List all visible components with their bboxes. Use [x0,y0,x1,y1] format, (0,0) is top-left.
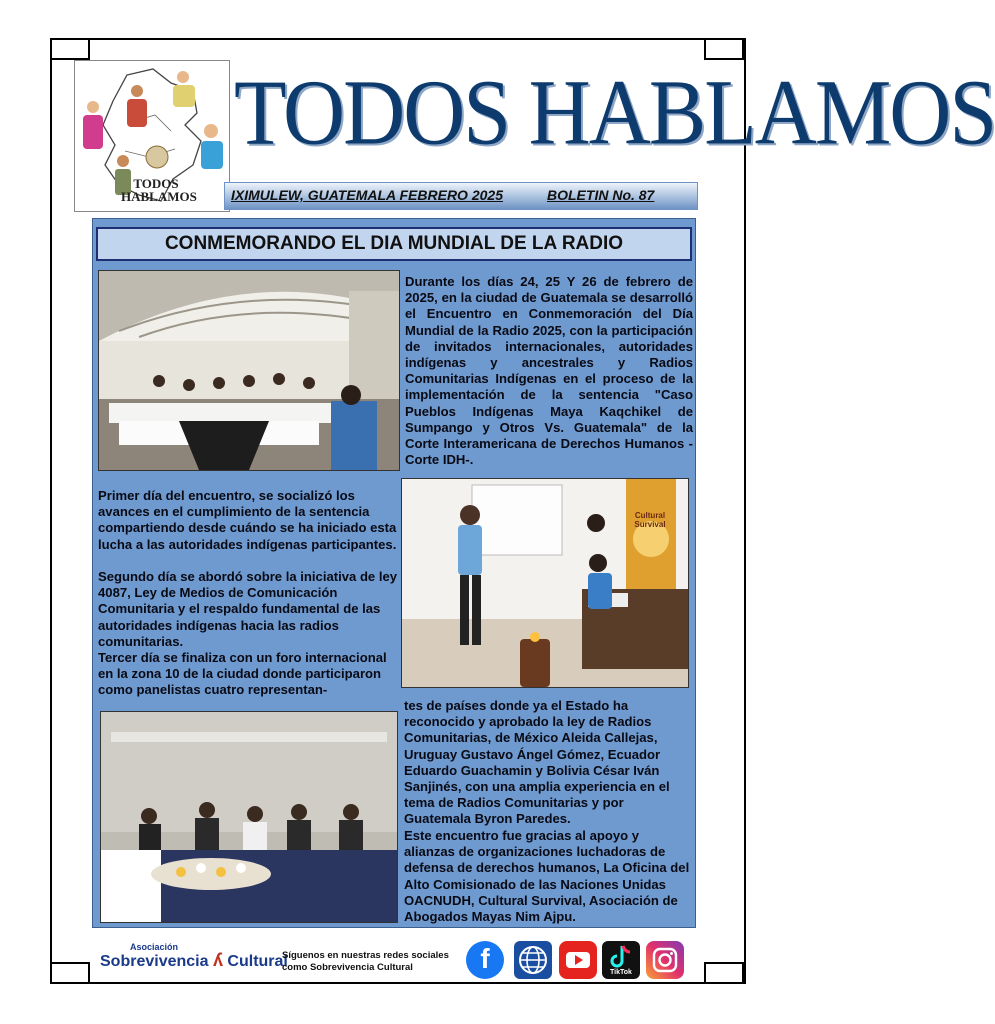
masthead [234,60,995,178]
corner-ornament [704,38,744,60]
photo-panel-discussion [100,711,398,923]
newsletter-title: TODOS HABLAMOS [234,60,995,164]
dateline-bar [224,182,698,210]
web-icon[interactable] [514,941,552,979]
org-name-part-1: Sobrevivencia [100,953,209,970]
article-paragraph-6: Este encuentro fue gracias al apoyo y alianzas de organizaciones luchadoras de defensa de derechos humanos, La Oficina del Alto Comisionado de las Naciones Unidas OACNUDH, Cultural Survival, Asociación de Abogados Mayas Nim Ajpu. [404,828,690,925]
corner-ornament [704,962,744,984]
follow-text-line-2: como Sobrevivencia Cultural [282,962,413,973]
logo-text: TODOS HABLAMOS [121,176,197,204]
article-paragraph-4: Tercer día se finaliza con un foro internacional en la zona 10 de la ciudad donde participaron como panelistas cuatro representan- [98,650,387,698]
org-logo-figure: ʎ [212,950,223,970]
tiktok-label: TikTok [610,969,632,976]
tiktok-icon[interactable] [602,941,640,979]
article-paragraph-5: tes de países donde ya el Estado ha reconocido y aprobado la ley de Radios Comunitarias, de México Aleida Callejas, Uruguay Gustavo Ángel Gómez, Ecuador Eduardo Guachamin y Bolivia César Iván Sanjinés, con una amplia experiencia en el tema de Radios Comunitarias y por Guatemala Byron Paredes. [404,698,670,827]
org-name [100,950,288,971]
follow-text-line-1: Síguenos en nuestras redes sociales [282,950,449,961]
org-name-part-2: Cultural [227,953,288,970]
article-paragraph-3: Segundo día se abordó sobre la iniciativa de ley 4087, Ley de Medios de Comunicación Comunitaria y el respaldo fundamental de las autoridades indígenas hacia las radios comunitarias. [98,569,398,649]
youtube-icon[interactable] [559,941,597,979]
bulletin-number: BOLETIN No. 87 [547,187,655,203]
org-label-small: Asociación [130,942,179,952]
banner-text: Cultural Survival [634,511,666,529]
corner-ornament [50,38,90,60]
instagram-icon[interactable] [646,941,684,979]
photo-speaker-presentation [401,478,689,688]
facebook-icon[interactable]: f [466,941,504,979]
dateline: IXIMULEW, GUATEMALA FEBRERO 2025 [231,187,503,203]
article-headline: CONMEMORANDO EL DIA MUNDIAL DE LA RADIO [96,227,692,261]
photo-conference-hall [98,270,400,471]
todos-hablamos-logo [74,60,230,212]
article-paragraph-2: Primer día del encuentro, se socializó los avances en el cumplimiento de la sentencia compartiendo desde cuándo se ha iniciado esta lucha a las autoridades indígenas participantes. [98,488,397,552]
article-paragraph-1: Durante los días 24, 25 Y 26 de febrero de 2025, en la ciudad de Guatemala se desarrolló el Encuentro en Conmemoración del Día Mundial de la Radio 2025, con la participación de invitados internacionales, autoridades indígenas y ancestrales y Radios Comunitarias Indígenas en el proceso de la implementación de la sentencia "Caso Pueblos Indígenas Maya Kaqchikel de Sumpango y Otros Vs. Guatemala" de la Corte Interamericana de Derechos Humanos -Corte IDH-. [405,274,693,468]
